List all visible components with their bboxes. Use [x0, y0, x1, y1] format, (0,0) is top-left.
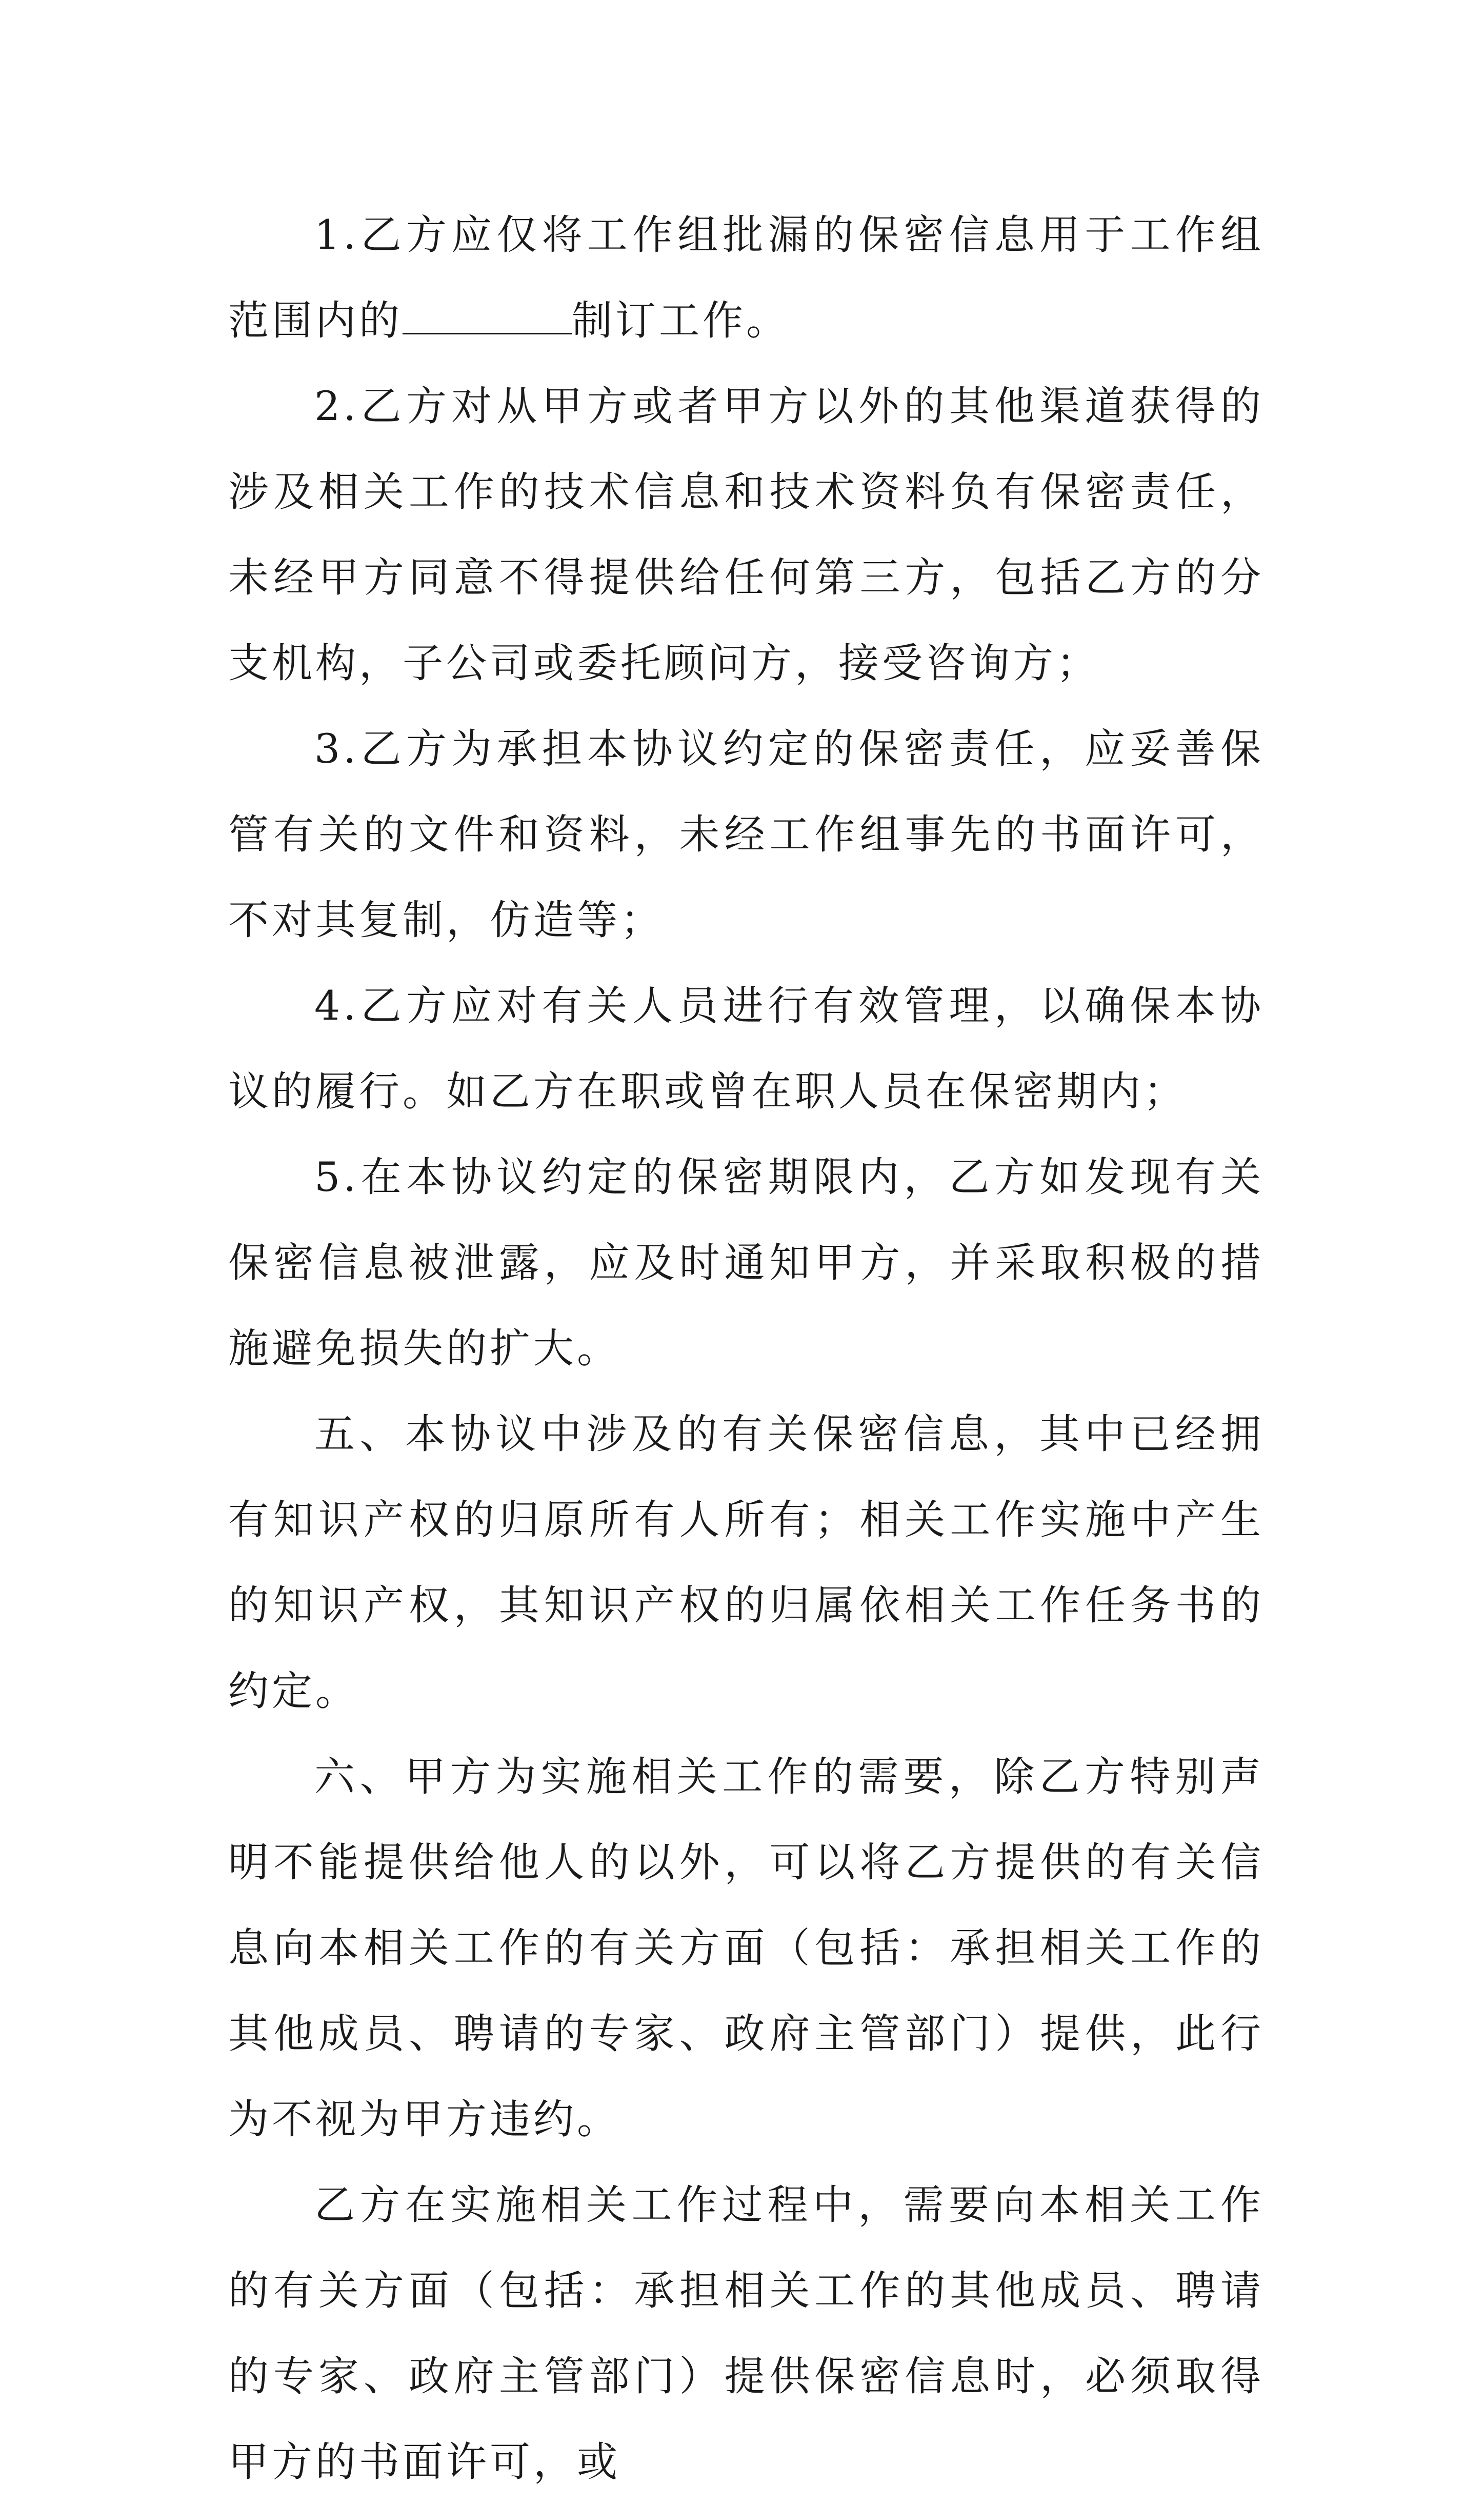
paragraph-clause-2: 2.乙方对从甲方或者甲方以外的其他渠道获得的涉及相关工作的技术信息和技术资料负有保密责任，未经甲方同意不得提供给任何第三方，包括乙方的分支机构，子公司或委托顾问方，接受咨询方； — [228, 383, 1264, 687]
paragraph-clause-4: 4.乙方应对有关人员进行有效管理，以确保本协议的履行。如乙方在职或曾在职人员在保密期内； — [228, 982, 1264, 1115]
paragraph-section-5: 五、本协议中涉及的有关保密信息，其中已经拥有知识产权的归原所有人所有；相关工作实施中产生的知识产权，其知识产权的归属依相关工作任务书的约定。 — [228, 1410, 1264, 1715]
clause-1-text-after: 制订工作。 — [572, 297, 790, 344]
document-body — [228, 192, 1264, 2505]
paragraph-section-6-continued: 乙方在实施相关工作过程中，需要向本相关工作的有关方面（包括：承担相关工作的其他成员、聘请的专家、政府主管部门）提供保密信息时，必须取得甲方的书面许可，或 — [228, 2181, 1264, 2486]
paragraph-clause-3: 3.乙方为承担本协议约定的保密责任，应妥善保管有关的文件和资料，未经工作组事先的书面许可，不对其复制，仿造等； — [228, 725, 1264, 944]
clause-1-text-before: 1.乙方应仅将工作组批漏的保密信息用于工作组范围内的 — [228, 211, 1264, 344]
paragraph-clause-5: 5.在本协议约定的保密期限内，乙方如发现有关保密信息被泄露，应及时通知甲方，并采取积极的措施避免损失的扩大。 — [228, 1154, 1264, 1372]
paragraph-clause-1 — [228, 192, 1264, 364]
fill-in-blank — [403, 302, 572, 334]
paragraph-section-6: 六、甲方为实施相关工作的需要，除乙方特别声明不能提供给他人的以外，可以将乙方提供的有关信息向本相关工作的有关方面（包括：承担相关工作的其他成员、聘请的专家、政府主管部门）提供，此行为不视为甲方违约。 — [228, 1753, 1264, 2143]
